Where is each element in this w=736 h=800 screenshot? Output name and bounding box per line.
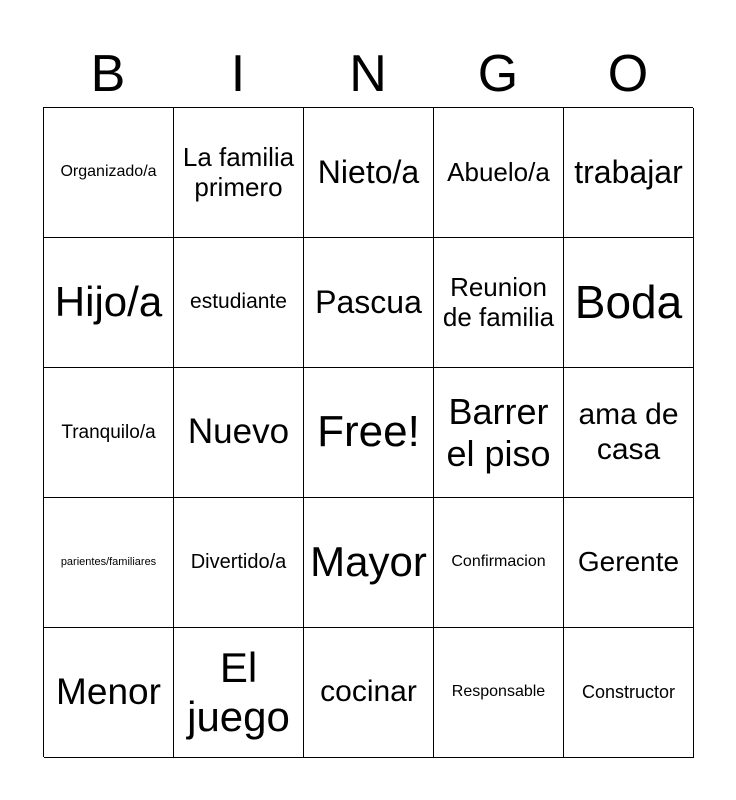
bingo-cell — [564, 628, 694, 758]
bingo-cell — [434, 238, 564, 368]
bingo-cell — [174, 628, 304, 758]
cell-text: trabajar — [574, 154, 683, 191]
cell-text: Reunion de familia — [442, 271, 555, 332]
cell-text: Constructor — [581, 682, 676, 703]
bingo-cell — [304, 628, 434, 758]
free-space-label: Free! — [317, 407, 420, 457]
cell-text: estudiante — [190, 290, 287, 314]
cell-text: parientes/familiares — [60, 556, 157, 569]
cell-text: Confirmacion — [451, 553, 546, 571]
bingo-cell — [434, 108, 564, 238]
cell-text: Organizado/a — [60, 163, 157, 181]
bingo-cell — [564, 498, 694, 628]
bingo-cell — [564, 108, 694, 238]
bingo-cell — [44, 498, 174, 628]
bingo-cell — [174, 498, 304, 628]
bingo-cell — [304, 498, 434, 628]
bingo-header — [43, 40, 693, 108]
cell-text: Nuevo — [187, 412, 290, 452]
cell-text: Mayor — [310, 538, 427, 586]
cell-text: Gerente — [577, 546, 680, 578]
bingo-cell — [304, 108, 434, 238]
cell-text: La familia primero — [182, 141, 295, 202]
cell-text: Barrer el piso — [446, 391, 551, 474]
cell-text: El juego — [187, 644, 290, 740]
bingo-cell — [564, 368, 694, 498]
cell-text: Boda — [574, 276, 683, 329]
header-letter-i: I — [230, 45, 246, 103]
cell-text: Pascua — [315, 284, 422, 321]
header-letter-o: O — [607, 45, 649, 103]
cell-text: Abuelo/a — [447, 156, 550, 187]
bingo-cell — [174, 368, 304, 498]
header-letter-g: G — [477, 45, 519, 103]
bingo-cell — [44, 238, 174, 368]
bingo-cell — [44, 628, 174, 758]
bingo-cell — [174, 108, 304, 238]
bingo-cell — [304, 238, 434, 368]
cell-text: Nieto/a — [317, 154, 420, 191]
cell-text: Hijo/a — [54, 278, 163, 326]
bingo-cell — [434, 628, 564, 758]
cell-text: Divertido/a — [190, 551, 287, 573]
cell-text: Responsable — [451, 683, 546, 701]
header-letter-n: N — [349, 45, 387, 103]
cell-text: cocinar — [320, 675, 417, 709]
cell-text: Tranquilo/a — [61, 421, 156, 443]
cell-text: Menor — [56, 671, 161, 713]
bingo-cell — [434, 368, 564, 498]
bingo-cell — [44, 108, 174, 238]
bingo-grid — [43, 107, 693, 757]
bingo-cell — [434, 498, 564, 628]
bingo-cell — [304, 368, 434, 498]
bingo-cell — [174, 238, 304, 368]
header-letter-b: B — [90, 45, 126, 103]
bingo-cell — [44, 368, 174, 498]
bingo-cell — [564, 238, 694, 368]
cell-text: ama de casa — [578, 398, 679, 466]
